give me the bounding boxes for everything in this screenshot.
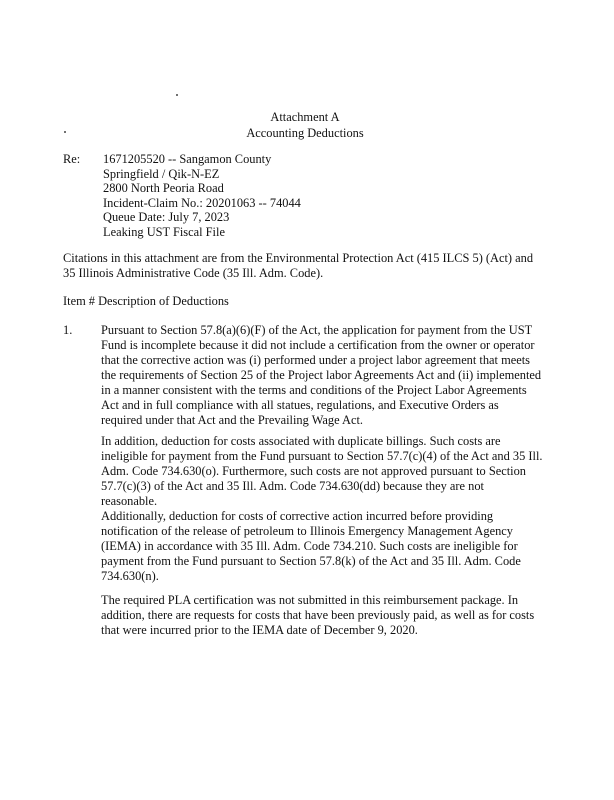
reference-site-name: Springfield / Qik-N-EZ — [103, 166, 220, 181]
deduction-paragraph-pla: Pursuant to Section 57.8(a)(6)(F) of the Act, the application for payment from the UST Fund is incomplete because it did not include a certification from the owner or operator that the corrective action was (i) performed under a project labor agreement that meets the requirements of Section 25 of the Project labor Agreements Act and (ii) implemented in a manner consistent with the terms and conditions of the Project Labor Agreements Act and in full compliance with all statues, regulations, and Executive Orders as required under that Act and the Prevailing Wage Act. — [101, 323, 542, 427]
items-header: Item # Description of Deductions — [63, 294, 229, 308]
title-block — [150, 109, 460, 141]
deduction-paragraph-duplicate-billing: In addition, deduction for costs associated with duplicate billings. Such costs are ineligible for payment from the Fund pursuant to Section 57.7(c)(4) of the Act and 35 Ill. Adm. Code 734.630(o). Furthermore, such costs are not approved pursuant to Section 57.7(c)(3) of the Act and 35 Ill. Adm. Code 734.630(dd) because they are not reasonable. — [101, 434, 543, 508]
scan-speck — [176, 94, 178, 96]
reference-label: Re: — [63, 152, 81, 166]
reference-lines — [103, 152, 301, 240]
reference-address: 2800 North Peoria Road — [103, 181, 224, 196]
reference-file-type: Leaking UST Fiscal File — [103, 224, 225, 239]
attachment-subtitle: Accounting Deductions — [246, 126, 364, 140]
reference-incident-claim: Incident-Claim No.: 20201063 -- 74044 — [103, 195, 301, 210]
reference-site-id: 1671205520 -- Sangamon County — [103, 152, 272, 166]
attachment-title: Attachment A — [270, 110, 340, 124]
deduction-paragraph-pre-iema: Additionally, deduction for costs of corrective action incurred before providing notification of the release of petroleum to Illinois Emergency Management Agency (IEMA) in accordance with 35 Ill. Adm. Code 734.210. Such costs are ineligible for payment from the Fund pursuant to Section 57.8(k) of the Act and 35 Ill. Adm. Code 734.630(n). — [101, 509, 521, 583]
reference-queue-date: Queue Date: July 7, 2023 — [103, 210, 230, 225]
item-number: 1. — [63, 323, 73, 337]
deduction-paragraph-summary: The required PLA certification was not submitted in this reimbursement package. In addition, there are requests for costs that have been previously paid, as well as for costs that were incurred prior to the IEMA date of December 9, 2020. — [101, 593, 535, 637]
citations-paragraph: Citations in this attachment are from the Environmental Protection Act (415 ILCS 5) (Act) and 35 Illinois Administrative Code (35 Ill. Adm. Code). — [63, 251, 534, 280]
scan-speck — [64, 131, 66, 133]
